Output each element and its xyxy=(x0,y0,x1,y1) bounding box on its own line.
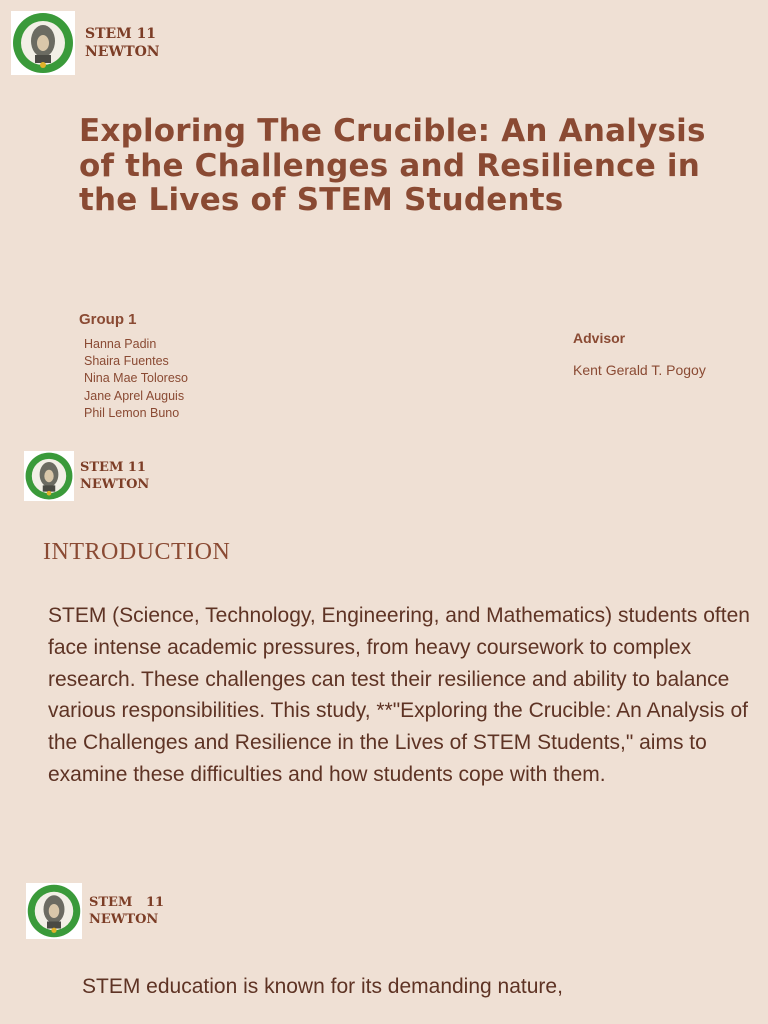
brand-line-1: STEM 11 xyxy=(89,895,165,910)
brand-name xyxy=(85,25,160,61)
intro-paragraph: STEM (Science, Technology, Engineering, and Mathematics) students often face intense academic pressures, from heavy coursework to complex research. These challenges can test their resilience and ability to balance various responsibilities. This study, **"Exploring the Crucible: An Analysis of the Challenges and Resilience in the Lives of STEM Students," aims to examine these difficulties and how students cope with them. xyxy=(48,604,750,786)
list-item: Nina Mae Toloreso xyxy=(84,371,188,386)
newton-logo-icon xyxy=(11,11,75,75)
group-label: Group 1 xyxy=(79,311,137,328)
brand-line-1: STEM 11 xyxy=(85,26,157,42)
list-item: Jane Aprel Auguis xyxy=(84,388,185,403)
member-list xyxy=(84,336,188,422)
brand-line-2: NEWTON xyxy=(89,912,159,927)
brand-line-2: NEWTON xyxy=(85,44,160,60)
brand-line-2: NEWTON xyxy=(80,477,150,492)
section-logo-block xyxy=(24,451,149,501)
list-item: Phil Lemon Buno xyxy=(84,405,180,420)
section-logo-block xyxy=(26,883,164,939)
brand-name xyxy=(89,894,164,928)
list-item: Hanna Padin xyxy=(84,337,157,351)
page-title: Exploring The Crucible: An Analysis of the Challenges and Resilience in the Lives of STEM Students xyxy=(79,113,706,218)
brand-name xyxy=(80,459,149,493)
brand-line-1: STEM 11 xyxy=(80,460,146,475)
list-item: Shaira Fuentes xyxy=(84,354,169,369)
section-heading: INTRODUCTION xyxy=(43,539,231,565)
header-logo-block xyxy=(11,11,160,75)
newton-logo-icon xyxy=(26,883,82,939)
newton-logo-icon xyxy=(24,451,74,501)
advisor-label: Advisor xyxy=(573,330,626,346)
body-paragraph: STEM education is known for its demanding nature, xyxy=(82,975,563,998)
advisor-name: Kent Gerald T. Pogoy xyxy=(573,362,706,378)
